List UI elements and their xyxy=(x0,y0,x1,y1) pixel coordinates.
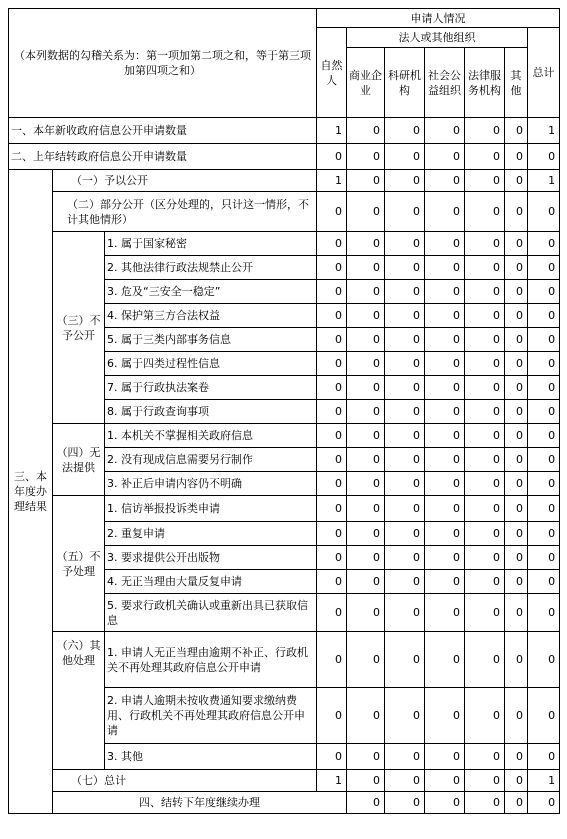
cell-value: 0 xyxy=(425,792,465,814)
cell-value: 0 xyxy=(317,522,347,546)
row-label: （一）予以公开 xyxy=(53,170,317,192)
row-label: 4. 保护第三方合法权益 xyxy=(105,304,317,328)
cell-value: 0 xyxy=(425,304,465,328)
group-5-label: （五）不予处理 xyxy=(53,496,105,632)
row-label: 四、结转下年度继续办理 xyxy=(53,792,347,814)
cell-value: 0 xyxy=(425,472,465,496)
cell-value: 0 xyxy=(505,352,528,376)
header-legal-service: 法律服务机构 xyxy=(465,48,505,118)
cell-value: 0 xyxy=(317,304,347,328)
cell-value: 0 xyxy=(347,632,385,688)
row-label: 2. 申请人逾期未按收费通知要求缴纳费用、行政机关不再处理其政府信息公开申请 xyxy=(105,688,317,744)
cell-value: 0 xyxy=(347,770,385,792)
cell-value: 0 xyxy=(317,256,347,280)
cell-value: 0 xyxy=(317,546,347,570)
cell-value: 0 xyxy=(385,522,425,546)
cell-value: 1 xyxy=(317,118,347,144)
cell-value: 0 xyxy=(425,424,465,448)
cell-value: 1 xyxy=(528,170,560,192)
cell-value: 0 xyxy=(425,232,465,256)
cell-value: 0 xyxy=(385,232,425,256)
cell-value: 0 xyxy=(385,792,425,814)
cell-value: 0 xyxy=(347,232,385,256)
cell-value: 0 xyxy=(505,546,528,570)
cell-value: 0 xyxy=(385,496,425,522)
row-label: 一、本年新收政府信息公开申请数量 xyxy=(9,118,317,144)
cell-value: 0 xyxy=(505,256,528,280)
cell-value: 0 xyxy=(425,688,465,744)
cell-value: 0 xyxy=(465,280,505,304)
cell-value: 0 xyxy=(465,376,505,400)
cell-value: 0 xyxy=(317,632,347,688)
cell-value: 0 xyxy=(347,744,385,770)
cell-value: 0 xyxy=(528,232,560,256)
cell-value: 0 xyxy=(385,304,425,328)
cell-value: 0 xyxy=(385,570,425,594)
cell-value: 0 xyxy=(465,792,505,814)
cell-value: 0 xyxy=(528,792,560,814)
row-label: 3. 补正后申请内容仍不明确 xyxy=(105,472,317,496)
table-row xyxy=(9,144,560,170)
header-other: 其他 xyxy=(505,48,528,118)
cell-value: 0 xyxy=(347,688,385,744)
row-label: 3. 其他 xyxy=(105,744,317,770)
cell-value: 0 xyxy=(425,144,465,170)
cell-value: 0 xyxy=(505,632,528,688)
cell-value: 0 xyxy=(347,280,385,304)
cell-value: 0 xyxy=(347,472,385,496)
cell-value: 0 xyxy=(465,522,505,546)
cell-value: 0 xyxy=(505,376,528,400)
cell-value: 0 xyxy=(385,744,425,770)
cell-value: 0 xyxy=(465,688,505,744)
cell-value: 0 xyxy=(347,256,385,280)
cell-value: 0 xyxy=(465,304,505,328)
cell-value: 0 xyxy=(425,352,465,376)
cell-value: 0 xyxy=(425,256,465,280)
cell-value: 0 xyxy=(465,546,505,570)
cell-value: 0 xyxy=(317,376,347,400)
cell-value: 0 xyxy=(347,192,385,232)
cell-value: 0 xyxy=(317,688,347,744)
cell-value: 0 xyxy=(347,546,385,570)
row-label: 8. 属于行政查询事项 xyxy=(105,400,317,424)
cell-value: 0 xyxy=(425,546,465,570)
cell-value: 0 xyxy=(347,144,385,170)
cell-value: 0 xyxy=(425,328,465,352)
cell-value: 0 xyxy=(505,744,528,770)
cell-value: 0 xyxy=(385,594,425,632)
cell-value: 0 xyxy=(347,496,385,522)
cell-value: 0 xyxy=(385,118,425,144)
cell-value: 0 xyxy=(317,496,347,522)
cell-value: 0 xyxy=(465,632,505,688)
cell-value: 0 xyxy=(385,688,425,744)
cell-value: 0 xyxy=(385,632,425,688)
cell-value: 0 xyxy=(465,170,505,192)
row-label: 2. 其他法律行政法规禁止公开 xyxy=(105,256,317,280)
cell-value: 0 xyxy=(425,496,465,522)
cell-value: 0 xyxy=(505,472,528,496)
gov-info-disclosure-table xyxy=(8,8,560,814)
row-label: 2. 没有现成信息需要另行制作 xyxy=(105,448,317,472)
cell-value: 0 xyxy=(465,118,505,144)
cell-value: 0 xyxy=(425,192,465,232)
header-business: 商业企业 xyxy=(347,48,385,118)
table-row xyxy=(9,792,560,814)
cell-value: 0 xyxy=(317,144,347,170)
cell-value: 0 xyxy=(317,570,347,594)
cell-value: 0 xyxy=(528,632,560,688)
header-applicant-situation: 申请人情况 xyxy=(317,9,560,28)
cell-value: 0 xyxy=(317,192,347,232)
cell-value: 0 xyxy=(505,594,528,632)
cell-value: 0 xyxy=(347,792,385,814)
cell-value: 0 xyxy=(385,328,425,352)
cell-value: 0 xyxy=(505,424,528,448)
cell-value: 0 xyxy=(528,144,560,170)
cell-value: 0 xyxy=(347,328,385,352)
cell-value: 0 xyxy=(385,280,425,304)
cell-value: 0 xyxy=(425,770,465,792)
header-legal-org: 法人或其他组织 xyxy=(347,28,528,48)
cell-value: 0 xyxy=(528,280,560,304)
row-label: 3. 要求提供公开出版物 xyxy=(105,546,317,570)
cell-value: 0 xyxy=(505,522,528,546)
cell-value: 1 xyxy=(528,118,560,144)
cell-value: 0 xyxy=(465,352,505,376)
cell-value: 0 xyxy=(528,256,560,280)
table-row xyxy=(9,192,560,232)
cell-value: 1 xyxy=(528,770,560,792)
cell-value: 0 xyxy=(505,570,528,594)
cell-value: 0 xyxy=(528,328,560,352)
cell-value: 0 xyxy=(385,170,425,192)
cell-value: 0 xyxy=(528,594,560,632)
cell-value: 0 xyxy=(505,496,528,522)
cell-value: 0 xyxy=(528,352,560,376)
cell-value: 0 xyxy=(505,280,528,304)
report-table-container xyxy=(8,8,560,814)
row-label: 1. 申请人无正当理由逾期不补正、行政机关不再处理其政府信息公开申请 xyxy=(105,632,317,688)
cell-value: 0 xyxy=(317,232,347,256)
row-label: 二、上年结转政府信息公开申请数量 xyxy=(9,144,317,170)
cell-value: 0 xyxy=(347,376,385,400)
row-label: 4. 无正当理由大量反复申请 xyxy=(105,570,317,594)
cell-value: 0 xyxy=(385,448,425,472)
cell-value: 1 xyxy=(317,170,347,192)
cell-value: 0 xyxy=(317,352,347,376)
cell-value: 0 xyxy=(347,424,385,448)
cell-value: 0 xyxy=(317,448,347,472)
cell-value: 0 xyxy=(528,376,560,400)
cell-value: 0 xyxy=(347,118,385,144)
cell-value: 0 xyxy=(528,192,560,232)
cell-value: 0 xyxy=(385,424,425,448)
group-4-label: （四）无法提供 xyxy=(53,424,105,496)
row-label: 3. 危及“三安全一稳定” xyxy=(105,280,317,304)
cell-value: 0 xyxy=(425,522,465,546)
cell-value: 0 xyxy=(528,304,560,328)
table-row xyxy=(9,770,560,792)
cell-value: 0 xyxy=(425,632,465,688)
cell-value: 0 xyxy=(317,400,347,424)
cell-value: 0 xyxy=(465,496,505,522)
header-research: 科研机构 xyxy=(385,48,425,118)
table-row xyxy=(9,424,560,448)
table-row xyxy=(9,496,560,522)
cell-value: 0 xyxy=(347,522,385,546)
cell-value: 0 xyxy=(465,570,505,594)
cell-value: 0 xyxy=(347,170,385,192)
cell-value: 0 xyxy=(347,352,385,376)
group-6-label: （六）其他处理 xyxy=(53,632,105,770)
cell-value: 0 xyxy=(317,280,347,304)
table-row xyxy=(9,118,560,144)
cell-value: 0 xyxy=(505,232,528,256)
cell-value: 0 xyxy=(528,400,560,424)
table-row xyxy=(9,232,560,256)
cell-value: 0 xyxy=(347,304,385,328)
header-natural-person: 自然人 xyxy=(317,28,347,118)
cell-value: 0 xyxy=(528,744,560,770)
cell-value: 0 xyxy=(385,256,425,280)
cell-value: 0 xyxy=(528,570,560,594)
cell-value: 0 xyxy=(465,192,505,232)
cell-value: 0 xyxy=(505,170,528,192)
cell-value: 0 xyxy=(465,144,505,170)
cell-value: 0 xyxy=(505,770,528,792)
row-label: 6. 属于四类过程性信息 xyxy=(105,352,317,376)
cell-value: 0 xyxy=(465,744,505,770)
cell-value: 0 xyxy=(528,448,560,472)
cell-value: 0 xyxy=(505,792,528,814)
cell-value: 0 xyxy=(528,546,560,570)
cell-value: 0 xyxy=(347,400,385,424)
cell-value: 0 xyxy=(317,328,347,352)
cell-value: 0 xyxy=(528,688,560,744)
cell-value: 0 xyxy=(465,770,505,792)
cell-value: 0 xyxy=(528,424,560,448)
cell-value: 0 xyxy=(465,328,505,352)
cell-value: 0 xyxy=(465,594,505,632)
header-total: 总计 xyxy=(528,28,560,118)
cell-value: 0 xyxy=(465,448,505,472)
row-label: 5. 属于三类内部事务信息 xyxy=(105,328,317,352)
cell-value: 0 xyxy=(425,594,465,632)
cell-value: 0 xyxy=(385,192,425,232)
cell-value: 0 xyxy=(505,304,528,328)
cell-value: 0 xyxy=(505,192,528,232)
cell-value: 0 xyxy=(505,400,528,424)
cell-value: 0 xyxy=(505,448,528,472)
cell-value: 0 xyxy=(385,400,425,424)
row-label: 2. 重复申请 xyxy=(105,522,317,546)
cell-value: 0 xyxy=(465,400,505,424)
row-label: 7. 属于行政执法案卷 xyxy=(105,376,317,400)
cell-value: 0 xyxy=(465,232,505,256)
group-3-label: （三）不予公开 xyxy=(53,232,105,424)
row-label: （七）总计 xyxy=(53,770,317,792)
cell-value: 0 xyxy=(425,744,465,770)
table-row xyxy=(9,170,560,192)
cell-value: 0 xyxy=(385,144,425,170)
header-note: （本列数据的勾稽关系为：第一项加第二项之和，等于第三项加第四项之和） xyxy=(9,9,317,118)
cell-value: 0 xyxy=(347,594,385,632)
cell-value: 0 xyxy=(317,744,347,770)
cell-value: 0 xyxy=(425,400,465,424)
cell-value: 0 xyxy=(528,472,560,496)
row-label: （二）部分公开（区分处理的，只计这一情形，不计其他情形） xyxy=(53,192,317,232)
cell-value: 0 xyxy=(505,328,528,352)
row-label: 5. 要求行政机关确认或重新出具已获取信息 xyxy=(105,594,317,632)
cell-value: 0 xyxy=(425,280,465,304)
cell-value: 0 xyxy=(317,472,347,496)
section-3-label: 三、本年度办理结果 xyxy=(9,170,53,814)
cell-value: 0 xyxy=(385,352,425,376)
cell-value: 0 xyxy=(528,522,560,546)
cell-value: 0 xyxy=(465,472,505,496)
cell-value: 0 xyxy=(347,448,385,472)
table-row xyxy=(9,632,560,688)
cell-value: 0 xyxy=(465,256,505,280)
cell-value: 0 xyxy=(425,570,465,594)
cell-value: 0 xyxy=(425,118,465,144)
cell-value: 0 xyxy=(505,144,528,170)
cell-value: 0 xyxy=(317,424,347,448)
cell-value: 0 xyxy=(385,472,425,496)
row-label: 1. 本机关不掌握相关政府信息 xyxy=(105,424,317,448)
cell-value: 1 xyxy=(317,770,347,792)
cell-value: 0 xyxy=(505,118,528,144)
cell-value: 0 xyxy=(317,594,347,632)
cell-value: 0 xyxy=(385,546,425,570)
row-label: 1. 信访举报投诉类申请 xyxy=(105,496,317,522)
cell-value: 0 xyxy=(347,570,385,594)
cell-value: 0 xyxy=(425,170,465,192)
cell-value: 0 xyxy=(385,376,425,400)
cell-value: 0 xyxy=(505,688,528,744)
cell-value: 0 xyxy=(385,770,425,792)
cell-value: 0 xyxy=(528,496,560,522)
cell-value: 0 xyxy=(425,448,465,472)
row-label: 1. 属于国家秘密 xyxy=(105,232,317,256)
cell-value: 0 xyxy=(465,424,505,448)
header-social: 社会公益组织 xyxy=(425,48,465,118)
cell-value: 0 xyxy=(425,376,465,400)
